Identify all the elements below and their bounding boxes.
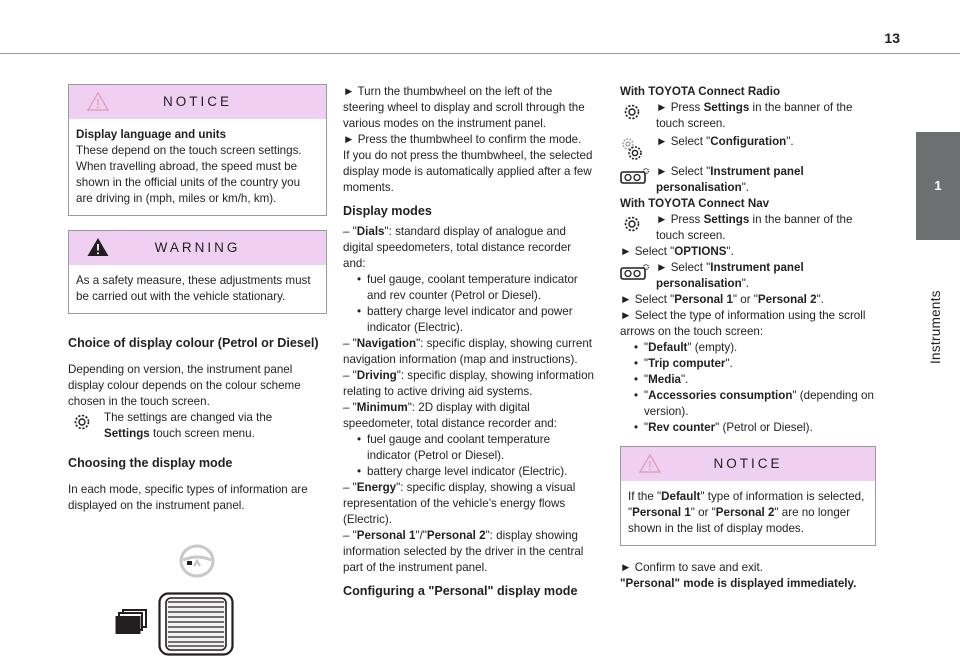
step-nav-options: ► Select "OPTIONS". bbox=[620, 245, 734, 258]
mode-personal: – "Personal 1"/"Personal 2": display showing information selected by the driver in the central part of the instrument panel. bbox=[343, 529, 584, 574]
thumbwheel-illustration bbox=[68, 514, 327, 644]
warning-text: As a safety measure, these adjustments must be carried out with the vehicle stationary. bbox=[76, 274, 311, 303]
step-select-type: ► Select the type of information using the scroll arrows on the touch screen: bbox=[620, 309, 866, 338]
thumbwheel-icon bbox=[158, 592, 234, 661]
notice-subtitle: Display language and units bbox=[76, 128, 227, 141]
column-2 bbox=[343, 84, 595, 600]
mode-dials-item: • fuel gauge, coolant temperature indicator and rev counter (Petrol or Diesel). bbox=[343, 272, 595, 304]
heading-display-mode: Choosing the display mode bbox=[68, 456, 233, 470]
instrument-panel-icon bbox=[620, 264, 650, 285]
list-item: • "Media". bbox=[620, 372, 876, 388]
mode-driving: – "Driving": specific display, showing information relating to active driving aid systems. bbox=[343, 369, 594, 398]
step-radio-settings: ► Press Settings in the banner of the touch screen. bbox=[620, 100, 876, 132]
paragraph-display-colour: Depending on version, the instrument panel display colour depends on the colour scheme chosen in the touch screen. bbox=[68, 363, 301, 408]
mode-dials: – "Dials": standard display of analogue and digital speedometers, total distance recorder and: bbox=[343, 225, 572, 270]
notice-box bbox=[68, 84, 327, 216]
settings-gear-icon bbox=[72, 412, 92, 437]
warning-triangle-icon bbox=[87, 237, 109, 261]
warning-triangle-icon bbox=[87, 91, 109, 115]
heading-connect-radio: With TOYOTA Connect Radio bbox=[620, 85, 781, 98]
notice-header bbox=[621, 447, 875, 481]
display-screens-icon bbox=[115, 609, 147, 640]
notice-header bbox=[69, 85, 326, 119]
settings-note-text: The settings are changed via the Settings touch screen menu. bbox=[104, 411, 273, 440]
mode-minimum-item: • battery charge level indicator (Electric). bbox=[343, 464, 595, 480]
section-label: Instruments bbox=[928, 290, 943, 364]
heading-display-colour: Choice of display colour (Petrol or Diesel) bbox=[68, 336, 319, 350]
warning-header bbox=[69, 231, 326, 265]
column-3 bbox=[620, 84, 876, 592]
list-item: • "Rev counter" (Petrol or Diesel). bbox=[620, 420, 876, 436]
step-select-personal: ► Select "Personal 1" or "Personal 2". bbox=[620, 293, 824, 306]
list-item: • "Default" (empty). bbox=[620, 340, 876, 356]
notice-title: NOTICE bbox=[713, 456, 783, 471]
step-confirm: ► Confirm to save and exit. bbox=[620, 561, 763, 574]
step-nav-settings: ► Press Settings in the banner of the touch screen. bbox=[620, 212, 876, 244]
configuration-gears-icon bbox=[620, 136, 644, 167]
mode-minimum-item: • fuel gauge and coolant temperature indicator (Petrol or Diesel). bbox=[343, 432, 595, 464]
step-radio-instrument-panel: ► Select "Instrument panel personalisation". bbox=[620, 164, 876, 196]
steering-wheel-icon bbox=[179, 544, 215, 583]
heading-display-modes: Display modes bbox=[343, 204, 432, 218]
step-nav-instrument-panel: ► Select "Instrument panel personalisation". bbox=[620, 260, 876, 292]
notice-box bbox=[620, 446, 876, 546]
instruction-turn-thumbwheel: ► Turn the thumbwheel on the left of the steering wheel to display and scroll through the various modes on the instrument panel. bbox=[343, 85, 585, 130]
warning-box bbox=[68, 230, 327, 314]
notice-text: These depend on the touch screen settings. When travelling abroad, the speed must be shown in the official units of the country you are driving in (mph, miles or km/h, km). bbox=[76, 144, 302, 205]
heading-configuring-personal: Configuring a "Personal" display mode bbox=[343, 584, 578, 598]
list-item: • "Trip computer". bbox=[620, 356, 876, 372]
instrument-panel-icon bbox=[620, 168, 650, 189]
final-note: "Personal" mode is displayed immediately. bbox=[620, 577, 857, 590]
warning-title: WARNING bbox=[154, 240, 241, 255]
list-item: • "Accessories consumption" (depending on version). bbox=[620, 388, 876, 420]
settings-note bbox=[68, 410, 327, 442]
settings-gear-icon bbox=[622, 214, 642, 239]
step-radio-configuration: ► Select "Configuration". bbox=[620, 134, 876, 164]
mode-energy: – "Energy": specific display, showing a visual representation of the vehicle’s energy flows (Electric). bbox=[343, 481, 576, 526]
paragraph-display-mode: In each mode, specific types of information are displayed on the instrument panel. bbox=[68, 483, 308, 512]
mode-dials-item: • battery charge level indicator and power indicator (Electric). bbox=[343, 304, 595, 336]
section-tab[interactable] bbox=[916, 132, 960, 240]
section-tab-number: 1 bbox=[934, 178, 942, 193]
column-1 bbox=[68, 84, 327, 644]
notice-title: NOTICE bbox=[162, 94, 232, 109]
paragraph-auto-apply: If you do not press the thumbwheel, the selected display mode is automatically applied after a few moments. bbox=[343, 149, 593, 194]
mode-navigation: – "Navigation": specific display, showing current navigation information (map and instructions). bbox=[343, 337, 593, 366]
heading-connect-nav: With TOYOTA Connect Nav bbox=[620, 197, 770, 210]
mode-minimum: – "Minimum": 2D display with digital speedometer, total distance recorder and: bbox=[343, 401, 557, 430]
settings-gear-icon bbox=[622, 102, 642, 127]
instruction-press-thumbwheel: ► Press the thumbwheel to confirm the mode. bbox=[343, 133, 582, 146]
warning-triangle-icon bbox=[639, 453, 661, 477]
page-number: 13 bbox=[884, 30, 900, 46]
notice-text: If the "Default" type of information is selected, "Personal 1" or "Personal 2" are no longer shown in the list of display modes. bbox=[628, 490, 865, 535]
header-rule bbox=[0, 53, 960, 54]
